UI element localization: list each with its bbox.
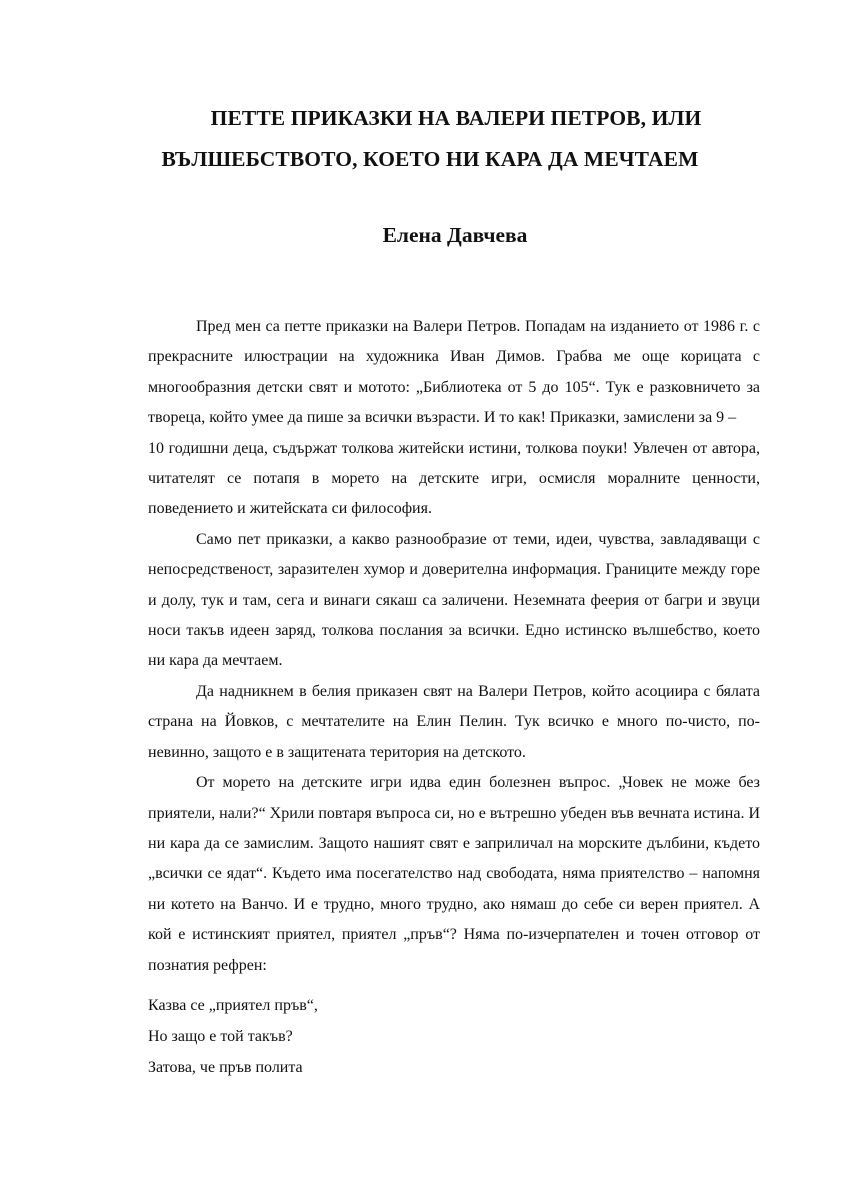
poem-line: Затова, че пръв полита [148,1059,303,1076]
paragraph-4 [100,768,760,981]
title-line-2: ВЪЛШЕБСТВОТО, КОЕТО НИ КАРА ДА МЕЧТАЕМ [161,147,699,171]
text-line: читателят се потапя в морето на детските игри, осмисля моралните ценности, [148,470,760,488]
text-line: кой е истинският приятел, приятел „пръв“? Няма по-изчерпателен и точен отговор от [148,926,760,944]
text-line: „всички се ядат“. Където има посегателство над свободата, няма приятелство – напомня [148,865,760,883]
text-line: познатия рефрен: [148,956,267,974]
paragraph-2 [100,525,760,677]
text-line: многообразния детски свят и мотото: „Библиотека от 5 до 105“. Тук е разковничето за [148,378,760,396]
text-line: невинно, защото е в защитената територия на детското. [148,743,526,761]
poem-line: Но защо е той такъв? [148,1028,293,1045]
title-line-1: ПЕТТЕ ПРИКАЗКИ НА ВАЛЕРИ ПЕТРОВ, ИЛИ [210,106,702,130]
text-line: 10 годишни деца, съдържат толкова житейски истини, толкова поуки! Увлечен от автора, [148,439,760,457]
text-line: носи такъв идеен заряд, толкова послания за всички. Едно истинско вълшебство, което [148,622,760,640]
text-line: Само пет приказки, а какво разнообразие от теми, идеи, чувства, завладяващи с [196,530,760,548]
text-line: прекрасните илюстрации на художника Иван Димов. Грабва ме още корицата с [148,348,760,366]
text-line: непосредственост, заразителен хумор и доверителна информация. Границите между горе [148,561,760,579]
poem-excerpt [148,990,318,1083]
text-line: приятели, нали?“ Хрили повтаря въпроса си, но е вътрешно убеден във вечната истина. И [148,804,761,822]
text-line: Да надникнем в белия приказен свят на Валери Петров, който асоциира с бялата [196,682,760,700]
text-line: и долу, тук и там, сега и винаги сякаш са заличени. Неземната феерия от багри и звуци [148,591,760,609]
text-line: Пред мен са петте приказки на Валери Петров. Попадам на изданието от 1986 г. с [196,318,760,335]
paragraph-1 [100,312,760,525]
text-line: твореца, който умее да пише за всички възрасти. И то как! Приказки, замислени за 9 – [148,409,737,427]
text-line: От морето на детските игри идва един болезнен въпрос. „Човек не може без [196,774,760,792]
author-name: Елена Давчева [382,223,528,247]
page-title [0,98,848,180]
article-body [100,312,760,981]
text-line: ни кара да се замислим. Защото нашият свят е заприличал на морските дълбини, където [148,834,760,852]
text-line: ни кара да мечтаем. [148,652,283,670]
paragraph-3 [100,677,760,768]
poem-line: Казва се „приятел пръв“, [148,997,318,1014]
text-line: ни котето на Ванчо. И е трудно, много трудно, ако нямаш до себе си верен приятел. А [148,895,760,913]
text-line: поведението и житейската си философия. [148,500,432,518]
text-line: страна на Йовков, с мечтателите на Елин Пелин. Тук всичко е много по-чисто, по- [148,713,760,731]
